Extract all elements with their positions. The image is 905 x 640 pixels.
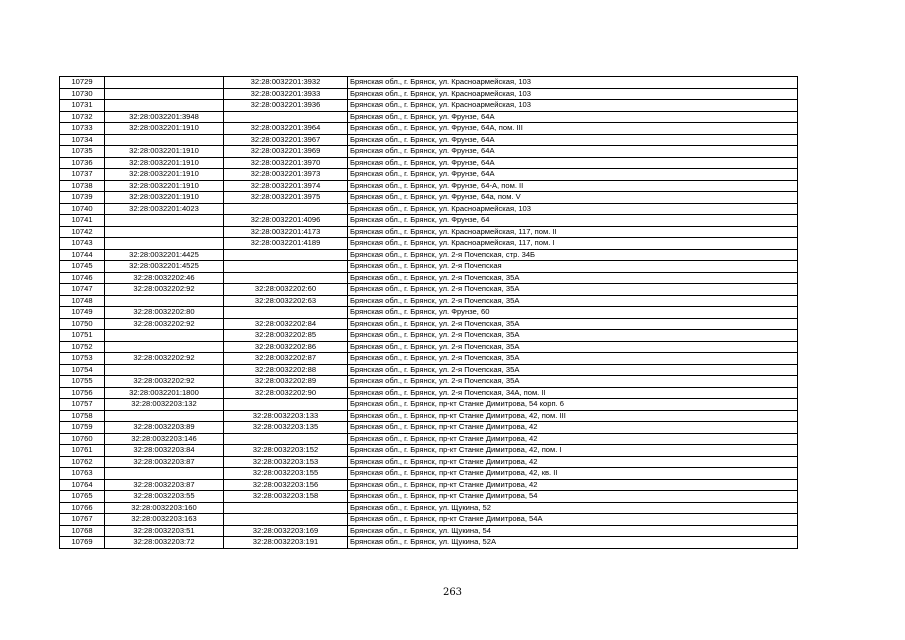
object-number-cell: 32:28:0032203:156	[224, 479, 348, 491]
address-cell: Брянская обл., г. Брянск, ул. Красноармейская, 117, пом. II	[348, 226, 798, 238]
object-number-cell: 32:28:0032203:155	[224, 468, 348, 480]
record-number-cell: 10745	[60, 261, 105, 273]
object-number-cell: 32:28:0032201:3973	[224, 169, 348, 181]
address-cell: Брянская обл., г. Брянск, ул. Фрунзе, 64А	[348, 111, 798, 123]
address-cell: Брянская обл., г. Брянск, ул. Фрунзе, 64а, пом. V	[348, 192, 798, 204]
object-number-cell: 32:28:0032201:3974	[224, 180, 348, 192]
table-row	[60, 353, 798, 365]
record-number-cell: 10743	[60, 238, 105, 250]
record-number-cell: 10752	[60, 341, 105, 353]
address-cell: Брянская обл., г. Брянск, ул. Фрунзе, 64А	[348, 146, 798, 158]
record-number-cell: 10761	[60, 445, 105, 457]
parcel-number-cell	[105, 134, 224, 146]
table-row	[60, 169, 798, 181]
parcel-number-cell	[105, 77, 224, 89]
record-number-cell: 10741	[60, 215, 105, 227]
object-number-cell: 32:28:0032201:4096	[224, 215, 348, 227]
parcel-number-cell: 32:28:0032202:92	[105, 376, 224, 388]
parcel-number-cell	[105, 341, 224, 353]
address-cell: Брянская обл., г. Брянск, ул. Фрунзе, 64	[348, 215, 798, 227]
record-number-cell: 10764	[60, 479, 105, 491]
record-number-cell: 10742	[60, 226, 105, 238]
parcel-number-cell: 32:28:0032203:146	[105, 433, 224, 445]
parcel-number-cell: 32:28:0032202:46	[105, 272, 224, 284]
parcel-number-cell: 32:28:0032202:92	[105, 353, 224, 365]
parcel-number-cell	[105, 410, 224, 422]
table-row	[60, 146, 798, 158]
address-cell: Брянская обл., г. Брянск, ул. Фрунзе, 60	[348, 307, 798, 319]
record-number-cell: 10747	[60, 284, 105, 296]
object-number-cell: 32:28:0032202:85	[224, 330, 348, 342]
table-row	[60, 295, 798, 307]
table-row	[60, 261, 798, 273]
table-row	[60, 192, 798, 204]
address-cell: Брянская обл., г. Брянск, ул. 2-я Почепская, 35А	[348, 284, 798, 296]
table-row	[60, 479, 798, 491]
address-cell: Брянская обл., г. Брянск, ул. 2-я Почепская, 35А	[348, 341, 798, 353]
address-cell: Брянская обл., г. Брянск, пр-кт Станке Димитрова, 42	[348, 433, 798, 445]
object-number-cell	[224, 203, 348, 215]
registry-table-body	[60, 77, 798, 549]
object-number-cell: 32:28:0032202:63	[224, 295, 348, 307]
address-cell: Брянская обл., г. Брянск, ул. 2-я Почепская, 35А	[348, 318, 798, 330]
table-row	[60, 307, 798, 319]
record-number-cell: 10753	[60, 353, 105, 365]
object-number-cell: 32:28:0032202:84	[224, 318, 348, 330]
table-row	[60, 330, 798, 342]
record-number-cell: 10730	[60, 88, 105, 100]
table-row	[60, 456, 798, 468]
table-row	[60, 134, 798, 146]
table-row	[60, 387, 798, 399]
object-number-cell	[224, 272, 348, 284]
parcel-number-cell: 32:28:0032201:4525	[105, 261, 224, 273]
object-number-cell	[224, 111, 348, 123]
record-number-cell: 10736	[60, 157, 105, 169]
address-cell: Брянская обл., г. Брянск, пр-кт Станке Димитрова, 42	[348, 479, 798, 491]
address-cell: Брянская обл., г. Брянск, ул. Щукина, 52А	[348, 537, 798, 549]
record-number-cell: 10749	[60, 307, 105, 319]
table-row	[60, 364, 798, 376]
address-cell: Брянская обл., г. Брянск, ул. Щукина, 54	[348, 525, 798, 537]
address-cell: Брянская обл., г. Брянск, ул. 2-я Почепская	[348, 261, 798, 273]
table-row	[60, 238, 798, 250]
table-row	[60, 514, 798, 526]
object-number-cell: 32:28:0032201:3967	[224, 134, 348, 146]
object-number-cell: 32:28:0032203:191	[224, 537, 348, 549]
address-cell: Брянская обл., г. Брянск, ул. Фрунзе, 64А, пом. III	[348, 123, 798, 135]
address-cell: Брянская обл., г. Брянск, ул. 2-я Почепская, 35А	[348, 330, 798, 342]
table-row	[60, 272, 798, 284]
record-number-cell: 10757	[60, 399, 105, 411]
table-row	[60, 157, 798, 169]
parcel-number-cell: 32:28:0032203:89	[105, 422, 224, 434]
parcel-number-cell: 32:28:0032202:92	[105, 284, 224, 296]
record-number-cell: 10765	[60, 491, 105, 503]
table-row	[60, 215, 798, 227]
address-cell: Брянская обл., г. Брянск, ул. 2-я Почепская, 35А	[348, 353, 798, 365]
parcel-number-cell: 32:28:0032203:160	[105, 502, 224, 514]
record-number-cell: 10758	[60, 410, 105, 422]
object-number-cell: 32:28:0032203:152	[224, 445, 348, 457]
address-cell: Брянская обл., г. Брянск, ул. 2-я Почепская, 34А, пом. II	[348, 387, 798, 399]
address-cell: Брянская обл., г. Брянск, ул. Фрунзе, 64А	[348, 157, 798, 169]
record-number-cell: 10766	[60, 502, 105, 514]
parcel-number-cell	[105, 88, 224, 100]
address-cell: Брянская обл., г. Брянск, пр-кт Станке Димитрова, 42, пом. III	[348, 410, 798, 422]
parcel-number-cell	[105, 364, 224, 376]
parcel-number-cell	[105, 295, 224, 307]
address-cell: Брянская обл., г. Брянск, ул. Красноармейская, 103	[348, 88, 798, 100]
parcel-number-cell: 32:28:0032201:3948	[105, 111, 224, 123]
table-row	[60, 502, 798, 514]
object-number-cell: 32:28:0032202:90	[224, 387, 348, 399]
record-number-cell: 10744	[60, 249, 105, 261]
parcel-number-cell: 32:28:0032203:84	[105, 445, 224, 457]
parcel-number-cell: 32:28:0032202:80	[105, 307, 224, 319]
object-number-cell: 32:28:0032202:60	[224, 284, 348, 296]
record-number-cell: 10750	[60, 318, 105, 330]
parcel-number-cell: 32:28:0032203:72	[105, 537, 224, 549]
address-cell: Брянская обл., г. Брянск, пр-кт Станке Димитрова, 42, пом. I	[348, 445, 798, 457]
parcel-number-cell: 32:28:0032201:1910	[105, 123, 224, 135]
table-row	[60, 123, 798, 135]
table-row	[60, 249, 798, 261]
table-row	[60, 88, 798, 100]
table-row	[60, 284, 798, 296]
record-number-cell: 10746	[60, 272, 105, 284]
record-number-cell: 10731	[60, 100, 105, 112]
record-number-cell: 10734	[60, 134, 105, 146]
address-cell: Брянская обл., г. Брянск, ул. Фрунзе, 64-А, пом. II	[348, 180, 798, 192]
parcel-number-cell: 32:28:0032201:4425	[105, 249, 224, 261]
table-row	[60, 318, 798, 330]
parcel-number-cell: 32:28:0032203:163	[105, 514, 224, 526]
record-number-cell: 10762	[60, 456, 105, 468]
address-cell: Брянская обл., г. Брянск, пр-кт Станке Димитрова, 42, кв. II	[348, 468, 798, 480]
object-number-cell	[224, 514, 348, 526]
table-row	[60, 341, 798, 353]
table-row	[60, 410, 798, 422]
registry-table	[59, 76, 798, 549]
table-row	[60, 422, 798, 434]
record-number-cell: 10759	[60, 422, 105, 434]
object-number-cell: 32:28:0032201:4189	[224, 238, 348, 250]
object-number-cell	[224, 502, 348, 514]
parcel-number-cell	[105, 226, 224, 238]
table-row	[60, 111, 798, 123]
object-number-cell: 32:28:0032202:88	[224, 364, 348, 376]
record-number-cell: 10754	[60, 364, 105, 376]
address-cell: Брянская обл., г. Брянск, ул. 2-я Почепская, 35А	[348, 364, 798, 376]
record-number-cell: 10751	[60, 330, 105, 342]
object-number-cell: 32:28:0032203:135	[224, 422, 348, 434]
object-number-cell	[224, 261, 348, 273]
table-row	[60, 491, 798, 503]
table-row	[60, 376, 798, 388]
record-number-cell: 10738	[60, 180, 105, 192]
address-cell: Брянская обл., г. Брянск, ул. 2-я Почепская, 35А	[348, 376, 798, 388]
record-number-cell: 10756	[60, 387, 105, 399]
object-number-cell: 32:28:0032201:3932	[224, 77, 348, 89]
table-row	[60, 180, 798, 192]
address-cell: Брянская обл., г. Брянск, пр-кт Станке Димитрова, 42	[348, 422, 798, 434]
table-row	[60, 525, 798, 537]
parcel-number-cell: 32:28:0032203:87	[105, 479, 224, 491]
record-number-cell: 10739	[60, 192, 105, 204]
address-cell: Брянская обл., г. Брянск, ул. Фрунзе, 64А	[348, 134, 798, 146]
table-row	[60, 468, 798, 480]
parcel-number-cell: 32:28:0032201:1910	[105, 157, 224, 169]
object-number-cell: 32:28:0032201:3970	[224, 157, 348, 169]
record-number-cell: 10740	[60, 203, 105, 215]
object-number-cell: 32:28:0032202:86	[224, 341, 348, 353]
parcel-number-cell: 32:28:0032201:1910	[105, 169, 224, 181]
address-cell: Брянская обл., г. Брянск, пр-кт Станке Димитрова, 54	[348, 491, 798, 503]
record-number-cell: 10763	[60, 468, 105, 480]
parcel-number-cell	[105, 238, 224, 250]
parcel-number-cell: 32:28:0032201:1800	[105, 387, 224, 399]
address-cell: Брянская обл., г. Брянск, ул. Красноармейская, 103	[348, 77, 798, 89]
object-number-cell: 32:28:0032201:3969	[224, 146, 348, 158]
address-cell: Брянская обл., г. Брянск, пр-кт Станке Димитрова, 42	[348, 456, 798, 468]
record-number-cell: 10729	[60, 77, 105, 89]
record-number-cell: 10755	[60, 376, 105, 388]
address-cell: Брянская обл., г. Брянск, пр-кт Станке Димитрова, 54 корп. 6	[348, 399, 798, 411]
parcel-number-cell: 32:28:0032201:1910	[105, 192, 224, 204]
table-row	[60, 100, 798, 112]
parcel-number-cell: 32:28:0032201:1910	[105, 180, 224, 192]
parcel-number-cell	[105, 100, 224, 112]
record-number-cell: 10769	[60, 537, 105, 549]
parcel-number-cell: 32:28:0032203:87	[105, 456, 224, 468]
object-number-cell: 32:28:0032201:3964	[224, 123, 348, 135]
record-number-cell: 10735	[60, 146, 105, 158]
address-cell: Брянская обл., г. Брянск, ул. 2-я Почепская, 35А	[348, 272, 798, 284]
record-number-cell: 10737	[60, 169, 105, 181]
address-cell: Брянская обл., г. Брянск, ул. 2-я Почепская, стр. 34Б	[348, 249, 798, 261]
table-row	[60, 203, 798, 215]
object-number-cell: 32:28:0032203:153	[224, 456, 348, 468]
object-number-cell	[224, 433, 348, 445]
record-number-cell: 10733	[60, 123, 105, 135]
object-number-cell	[224, 307, 348, 319]
table-row	[60, 433, 798, 445]
object-number-cell	[224, 399, 348, 411]
parcel-number-cell: 32:28:0032202:92	[105, 318, 224, 330]
table-row	[60, 77, 798, 89]
object-number-cell: 32:28:0032202:87	[224, 353, 348, 365]
address-cell: Брянская обл., г. Брянск, ул. Щукина, 52	[348, 502, 798, 514]
parcel-number-cell	[105, 215, 224, 227]
parcel-number-cell: 32:28:0032203:51	[105, 525, 224, 537]
object-number-cell	[224, 249, 348, 261]
parcel-number-cell: 32:28:0032201:4023	[105, 203, 224, 215]
object-number-cell: 32:28:0032203:169	[224, 525, 348, 537]
object-number-cell: 32:28:0032203:158	[224, 491, 348, 503]
address-cell: Брянская обл., г. Брянск, ул. 2-я Почепская, 35А	[348, 295, 798, 307]
address-cell: Брянская обл., г. Брянск, пр-кт Станке Димитрова, 54А	[348, 514, 798, 526]
parcel-number-cell	[105, 468, 224, 480]
object-number-cell: 32:28:0032203:133	[224, 410, 348, 422]
table-row	[60, 399, 798, 411]
record-number-cell: 10732	[60, 111, 105, 123]
object-number-cell: 32:28:0032201:3975	[224, 192, 348, 204]
address-cell: Брянская обл., г. Брянск, ул. Красноармейская, 117, пом. I	[348, 238, 798, 250]
address-cell: Брянская обл., г. Брянск, ул. Красноармейская, 103	[348, 100, 798, 112]
object-number-cell: 32:28:0032202:89	[224, 376, 348, 388]
table-row	[60, 445, 798, 457]
parcel-number-cell: 32:28:0032203:132	[105, 399, 224, 411]
object-number-cell: 32:28:0032201:3936	[224, 100, 348, 112]
parcel-number-cell: 32:28:0032203:55	[105, 491, 224, 503]
record-number-cell: 10768	[60, 525, 105, 537]
table-row	[60, 226, 798, 238]
parcel-number-cell: 32:28:0032201:1910	[105, 146, 224, 158]
object-number-cell: 32:28:0032201:3933	[224, 88, 348, 100]
record-number-cell: 10760	[60, 433, 105, 445]
record-number-cell: 10748	[60, 295, 105, 307]
address-cell: Брянская обл., г. Брянск, ул. Фрунзе, 64А	[348, 169, 798, 181]
address-cell: Брянская обл., г. Брянск, ул. Красноармейская, 103	[348, 203, 798, 215]
record-number-cell: 10767	[60, 514, 105, 526]
parcel-number-cell	[105, 330, 224, 342]
table-row	[60, 537, 798, 549]
page-number: 263	[442, 587, 463, 598]
object-number-cell: 32:28:0032201:4173	[224, 226, 348, 238]
